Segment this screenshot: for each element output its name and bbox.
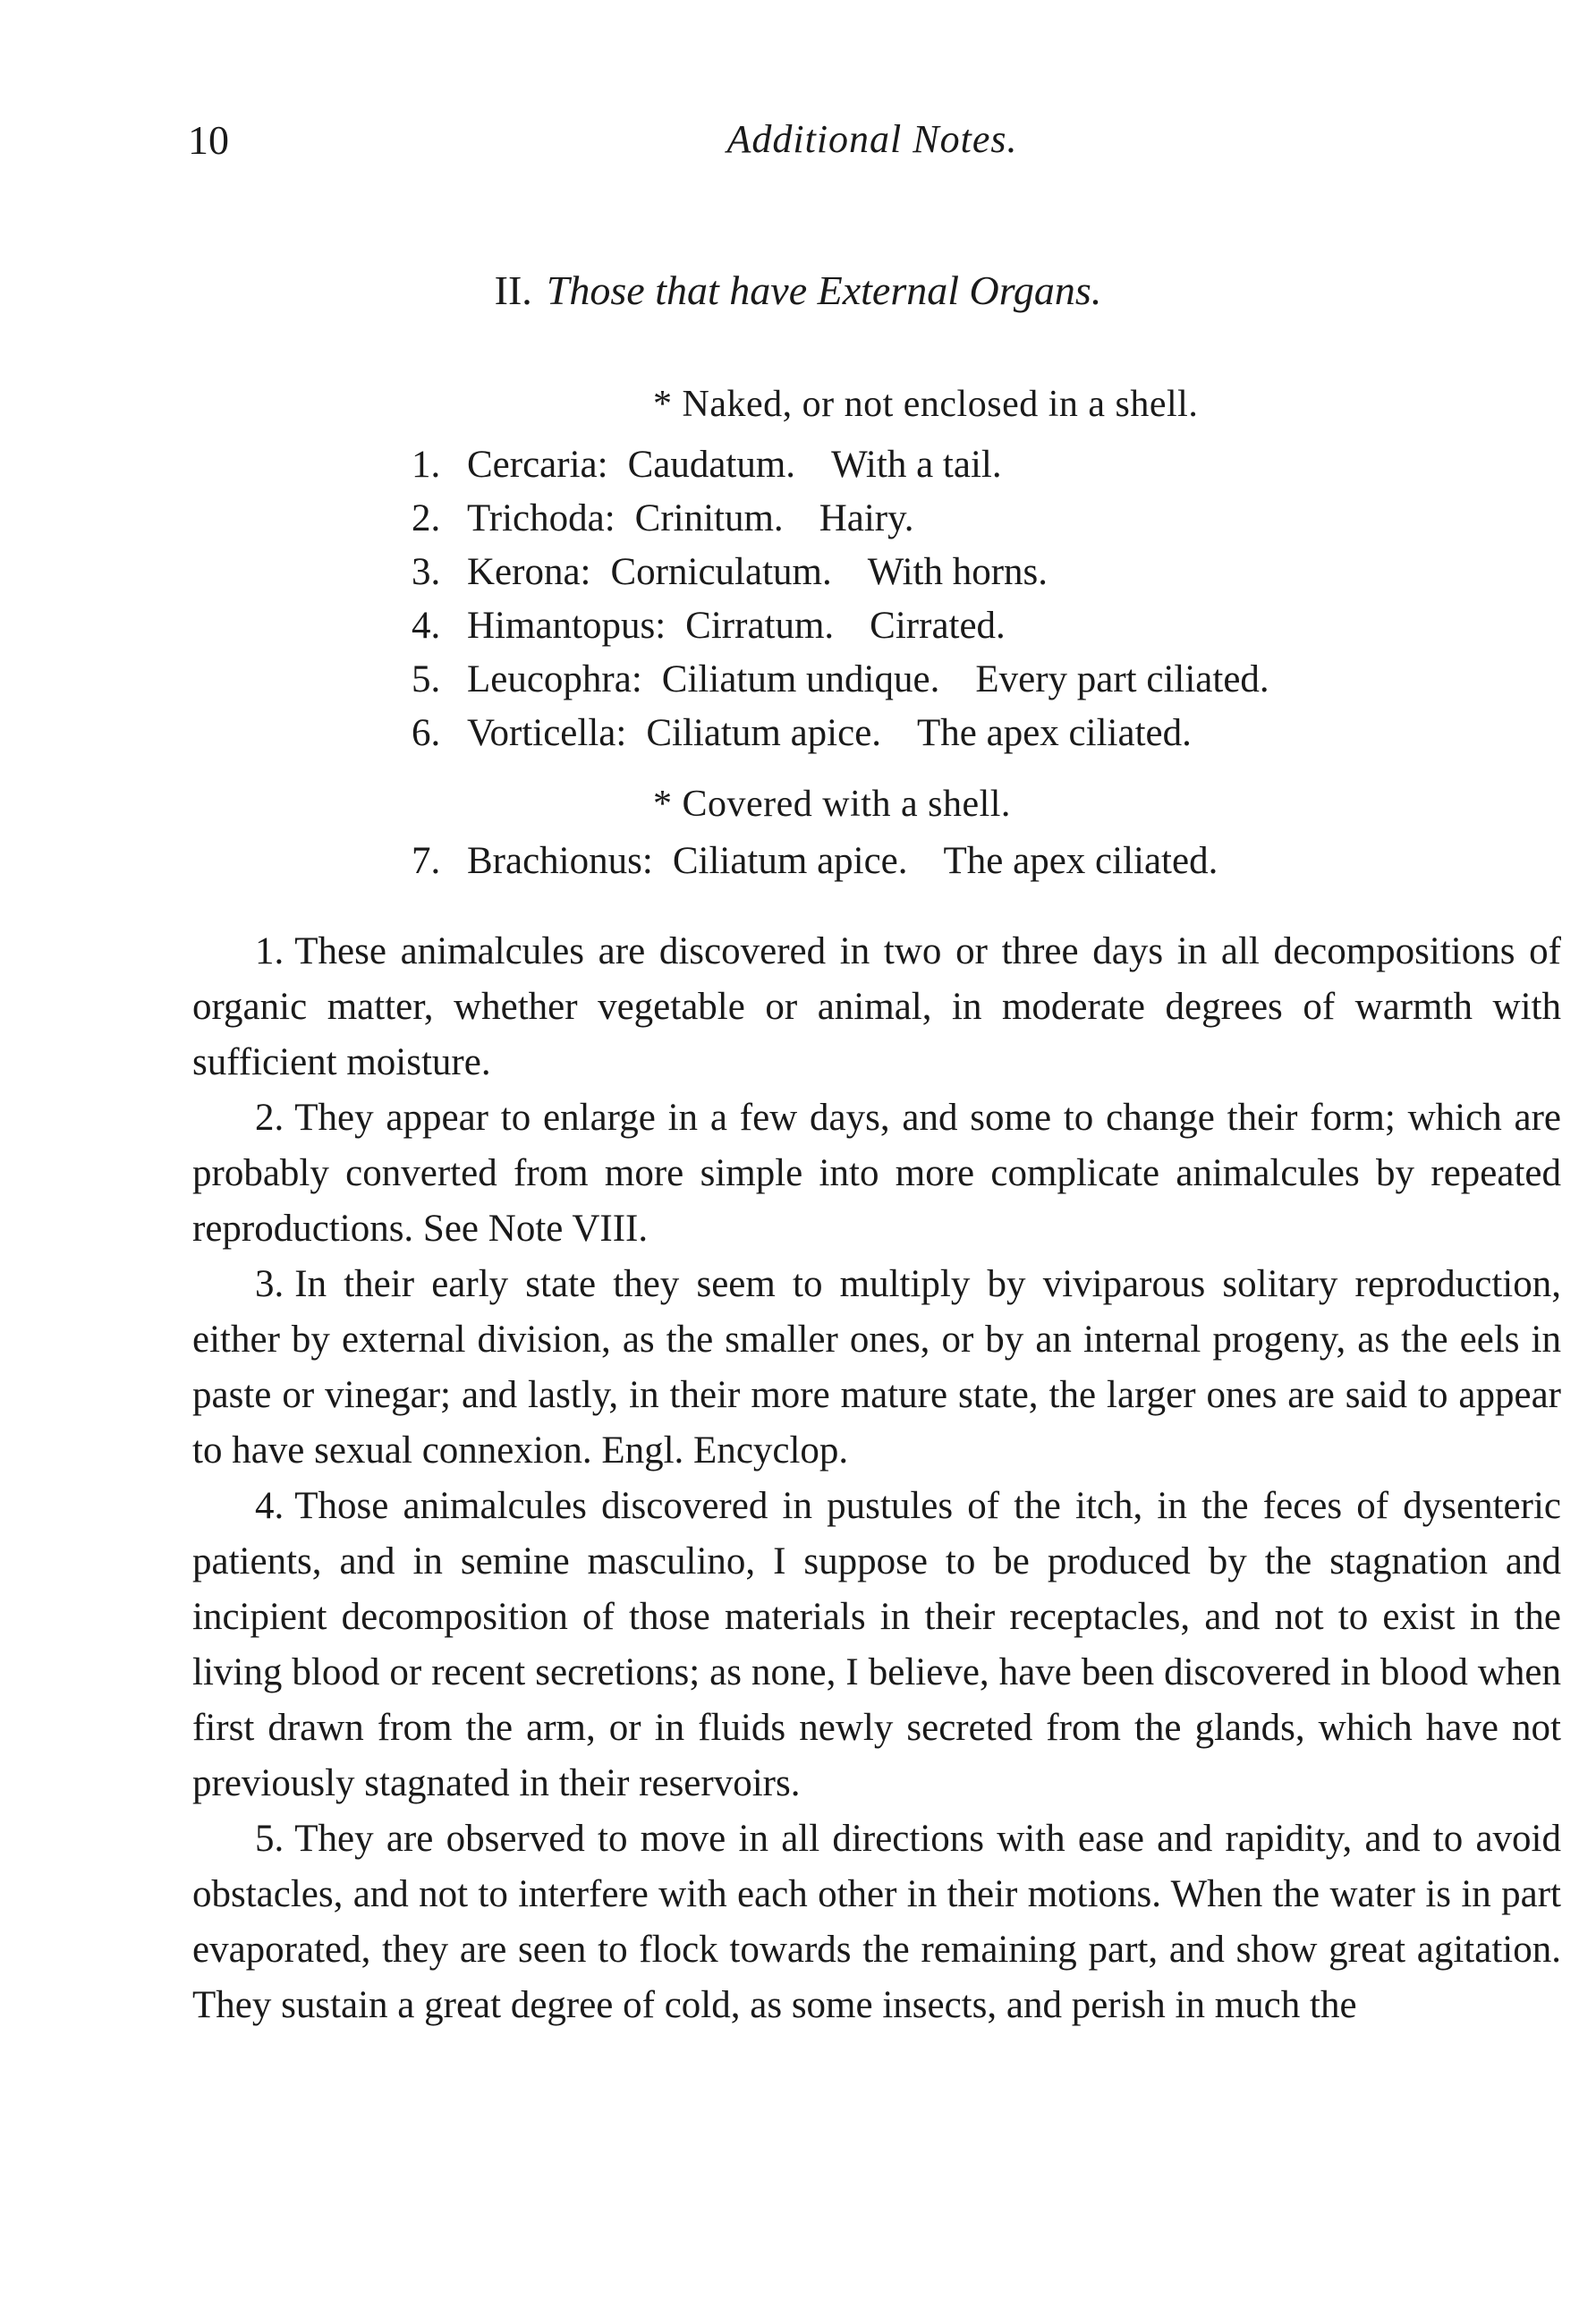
latin-descriptor: Ciliatum undique. <box>661 658 940 700</box>
genus-name: Brachionus: <box>467 840 653 882</box>
note-paragraph <box>192 1811 1561 2033</box>
latin-descriptor: Corniculatum. <box>610 551 832 593</box>
running-title: Additional Notes. <box>726 117 1018 161</box>
english-descriptor: Hairy. <box>819 497 914 539</box>
group-heading-shelled: * Covered with a shell. <box>653 784 1011 825</box>
genus-entry <box>412 599 1539 653</box>
genus-name: Himantopus: <box>467 605 666 647</box>
english-descriptor: With horns. <box>867 551 1048 593</box>
note-text: Those animalcules discovered in pustules of the itch, in the feces of dysenteric patients, and in semine masculino, I suppose to be produced by the stagnation and incipient decomposition of those materials in their receptacles, and not to exist in the living blood or recent secretions; as none, I believe, have been discovered in blood when first drawn from the arm, or in fluids newly secreted from the glands, which have not previously stagnated in their reservoirs. <box>192 1485 1561 1804</box>
page-number: 10 <box>188 117 229 163</box>
genus-entry <box>412 492 1539 546</box>
genus-name: Kerona: <box>467 551 591 593</box>
genus-name: Cercaria: <box>467 444 608 486</box>
genus-entry <box>412 438 1539 492</box>
note-text: These animalcules are discovered in two or three days in all decompositions of organic matter, whether vegetable or animal, in moderate degrees of warmth with sufficient moisture. <box>192 930 1561 1083</box>
genus-name: Leucophra: <box>467 658 642 700</box>
latin-descriptor: Crinitum. <box>634 497 784 539</box>
note-text: They are observed to move in all directions with ease and rapidity, and to avoid obstacles, and not to interfere with each other in their motions. When the water is in part evaporated, they are seen to flock towards the remaining part, and show great agitation. They sustain a great degree of cold, as some insects, and perish in much the <box>192 1818 1561 2026</box>
genus-name: Vorticella: <box>467 712 627 754</box>
genus-list-naked <box>412 438 1539 760</box>
entry-number: 2. <box>412 497 441 539</box>
entry-number: 7. <box>412 840 441 882</box>
latin-descriptor: Ciliatum apice. <box>672 840 908 882</box>
entry-number: 3. <box>412 551 441 593</box>
notes-body <box>192 924 1561 2033</box>
section-title <box>0 267 1596 314</box>
note-paragraph <box>192 924 1561 1090</box>
latin-descriptor: Ciliatum apice. <box>646 712 882 754</box>
genus-entry <box>412 707 1539 760</box>
page-header <box>188 116 1557 188</box>
genus-entry <box>412 546 1539 599</box>
note-number: 5. <box>255 1818 284 1860</box>
note-text: They appear to enlarge in a few days, and some to change their form; which are probably converted from more simple into more complicate animalcules by repeated reproductions. See Note VIII. <box>192 1097 1561 1250</box>
english-descriptor: Cirrated. <box>870 605 1006 647</box>
note-number: 1. <box>255 930 284 972</box>
english-descriptor: The apex ciliated. <box>943 840 1218 882</box>
genus-name: Trichoda: <box>467 497 615 539</box>
english-descriptor: With a tail. <box>831 444 1002 486</box>
note-paragraph <box>192 1090 1561 1257</box>
entry-number: 1. <box>412 444 441 486</box>
note-number: 2. <box>255 1097 284 1139</box>
note-number: 3. <box>255 1263 284 1305</box>
english-descriptor: The apex ciliated. <box>917 712 1192 754</box>
note-paragraph <box>192 1257 1561 1479</box>
entry-number: 4. <box>412 605 441 647</box>
genus-entry <box>412 835 1539 888</box>
note-number: 4. <box>255 1485 284 1527</box>
latin-descriptor: Caudatum. <box>627 444 796 486</box>
group-heading-naked: * Naked, or not enclosed in a shell. <box>653 384 1199 425</box>
entry-number: 5. <box>412 658 441 700</box>
english-descriptor: Every part ciliated. <box>975 658 1269 700</box>
note-text: In their early state they seem to multiply by viviparous solitary reproduction, either by external division, as the smaller ones, or by an internal progeny, as the eels in paste or vinegar; and lastly, in their more mature state, the larger ones are said to appear to have sexual connexion. Engl. Encyclop. <box>192 1263 1561 1472</box>
section-heading: Those that have External Organs. <box>546 267 1102 313</box>
latin-descriptor: Cirratum. <box>685 605 835 647</box>
genus-list-shelled <box>412 835 1539 888</box>
genus-entry <box>412 653 1539 707</box>
entry-number: 6. <box>412 712 441 754</box>
section-numeral: II. <box>494 267 532 313</box>
note-paragraph <box>192 1479 1561 1811</box>
